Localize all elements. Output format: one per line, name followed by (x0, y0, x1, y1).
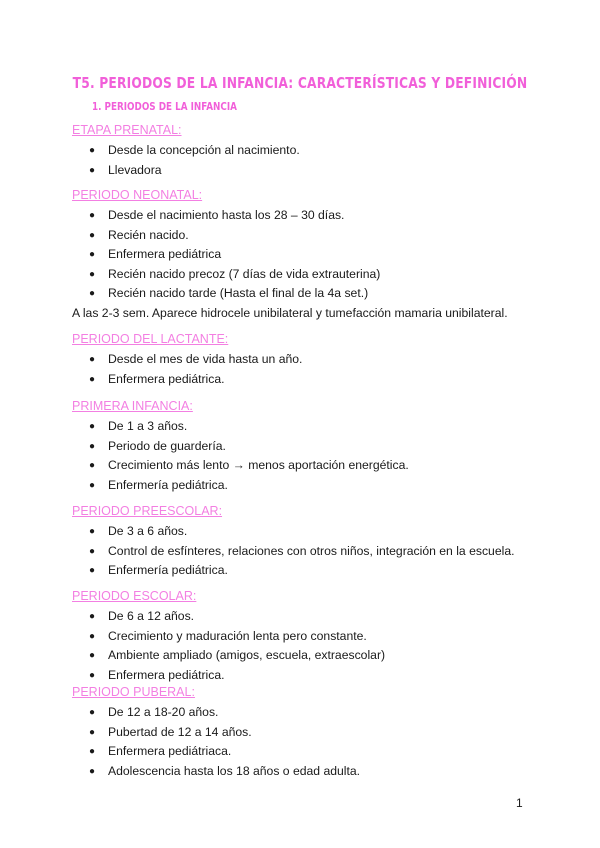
section-prenatal (72, 122, 532, 180)
section-preescolar (72, 503, 532, 581)
bullet-icon: ● (89, 479, 96, 491)
item-text: Enfermera pediátrica (108, 247, 222, 261)
bullet-icon: ● (89, 288, 96, 299)
list-item (72, 742, 532, 762)
section-note: A las 2-3 sem. Aparece hidrocele unibilateral y tumefacción mamaria unibilateral. (72, 305, 508, 320)
bullet-icon: ● (89, 650, 96, 661)
item-list (72, 417, 532, 495)
page-title: T5. PERIODOS DE LA INFANCIA: CARACTERÍSTICAS Y DEFINICIÓN (72, 74, 528, 92)
list-item (72, 762, 532, 782)
bullet-icon: ● (89, 669, 96, 681)
item-text: Control de esfínteres, relaciones con otros niños, integración en la escuela. (108, 543, 515, 558)
list-item (72, 456, 532, 476)
item-text: De 3 a 6 años. (108, 524, 188, 538)
bullet-icon: ● (89, 630, 96, 642)
item-text: Recién nacido precoz (7 días de vida extrauterina) (108, 266, 381, 281)
list-item (72, 265, 532, 285)
list-item (72, 141, 532, 161)
item-text: De 1 a 3 años. (108, 419, 188, 433)
item-text: Recién nacido tarde (Hasta el final de la 4a set.) (108, 286, 369, 300)
list-item (72, 350, 532, 370)
list-item (72, 522, 532, 542)
bullet-icon: ● (89, 229, 96, 241)
list-item (72, 437, 532, 457)
bullet-icon: ● (89, 545, 96, 557)
list-item (72, 666, 532, 686)
item-list (72, 350, 532, 389)
item-text: Enfermería pediátrica. (108, 477, 228, 492)
item-list (72, 607, 532, 685)
bullet-icon: ● (89, 354, 96, 365)
list-item (72, 627, 532, 647)
bullet-icon: ● (89, 611, 96, 622)
list-item (72, 417, 532, 437)
item-text: Desde el mes de vida hasta un año. (108, 352, 303, 366)
list-item (72, 723, 532, 743)
bullet-icon: ● (89, 746, 96, 757)
item-text: Enfermera pediátriaca. (108, 744, 232, 758)
bullet-icon: ● (89, 440, 96, 452)
bullet-icon: ● (89, 249, 96, 260)
list-item (72, 607, 532, 627)
section-lactante (72, 331, 532, 389)
page-number: 1 (516, 796, 523, 810)
list-item (72, 370, 532, 390)
bullet-icon: ● (89, 210, 96, 221)
section-heading: PERIODO PUBERAL: (72, 685, 195, 699)
item-text: Recién nacido. (108, 227, 189, 242)
item-text: Crecimiento más lento → menos aportación energética. (108, 458, 409, 472)
list-item (72, 245, 532, 265)
bullet-icon: ● (89, 460, 96, 471)
list-item (72, 161, 532, 181)
bullet-icon: ● (89, 421, 96, 432)
list-item (72, 206, 532, 226)
item-text: Enfermera pediátrica. (108, 667, 225, 682)
section-escolar (72, 588, 532, 685)
bullet-icon: ● (89, 373, 96, 385)
bullet-icon: ● (89, 765, 96, 777)
bullet-icon: ● (89, 526, 96, 537)
item-list (72, 206, 532, 304)
section-puberal (72, 684, 532, 781)
item-text: Periodo de guardería. (108, 438, 226, 453)
section-primera-infancia (72, 398, 532, 495)
section-neonatal (72, 187, 532, 323)
list-item (72, 703, 532, 723)
item-text: Ambiente ampliado (amigos, escuela, extraescolar) (108, 648, 386, 662)
bullet-icon: ● (89, 565, 96, 576)
item-text: Enfermera pediátrica. (108, 371, 225, 386)
section-heading: PERIODO PREESCOLAR: (72, 504, 223, 518)
bullet-icon: ● (89, 726, 96, 738)
section-heading: PERIODO NEONATAL: (72, 188, 203, 202)
item-text: Desde el nacimiento hasta los 28 – 30 días. (108, 208, 345, 222)
item-text: Crecimiento y maduración lenta pero constante. (108, 628, 367, 643)
item-text: Llevadora (108, 162, 162, 177)
item-text: De 6 a 12 años. (108, 609, 195, 623)
item-text: De 12 a 18-20 años. (108, 705, 219, 719)
list-item (72, 476, 532, 496)
bullet-icon: ● (89, 145, 96, 156)
bullet-icon: ● (89, 164, 96, 176)
section-heading: PRIMERA INFANCIA: (72, 399, 193, 413)
section-heading: PERIODO ESCOLAR: (72, 589, 197, 603)
list-item (72, 284, 532, 304)
section-heading: PERIODO DEL LACTANTE: (72, 332, 229, 346)
item-text: Enfermería pediátrica. (108, 563, 228, 577)
item-text: Desde la concepción al nacimiento. (108, 143, 300, 157)
item-text: Adolescencia hasta los 18 años o edad adulta. (108, 763, 361, 778)
section-heading: ETAPA PRENATAL: (72, 123, 182, 137)
item-text: Pubertad de 12 a 14 años. (108, 724, 252, 739)
item-list (72, 703, 532, 781)
list-item (72, 226, 532, 246)
bullet-icon: ● (89, 707, 96, 718)
item-list (72, 141, 532, 180)
list-item (72, 646, 532, 666)
item-list (72, 522, 532, 581)
list-item (72, 542, 532, 562)
section-subtitle: 1. PERIODOS DE LA INFANCIA (92, 100, 237, 113)
list-item (72, 561, 532, 581)
bullet-icon: ● (89, 268, 96, 280)
